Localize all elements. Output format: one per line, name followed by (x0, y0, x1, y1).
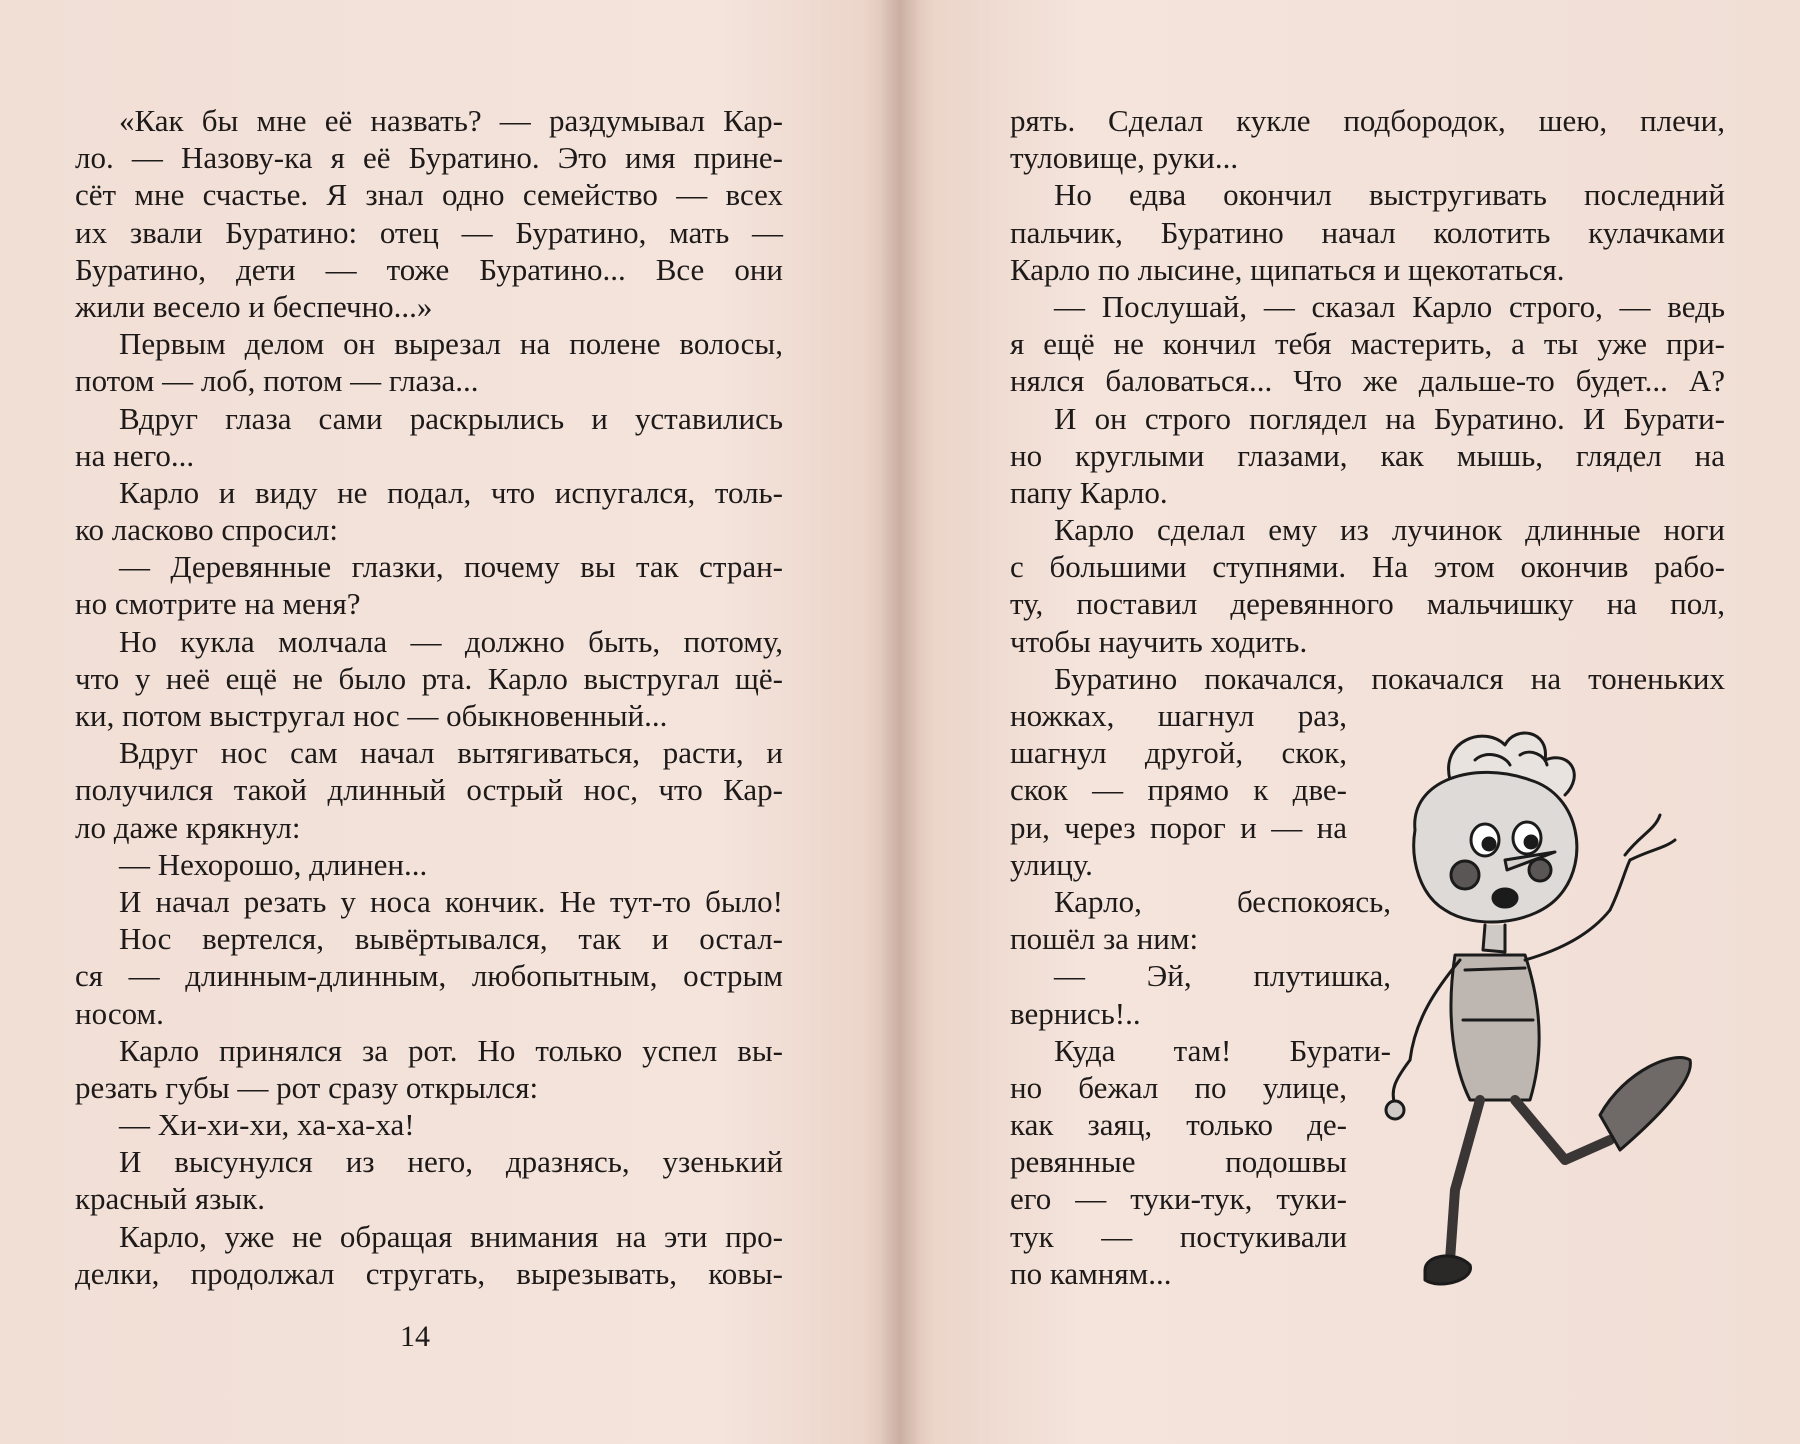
text-line: ло даже крякнул: (75, 809, 301, 845)
text-line: улицу. (1010, 846, 1093, 882)
text-line: — Послушай, — сказал Карло строго, — ведь (1054, 288, 1725, 324)
text-line: Вдруг нос сам начал вытягиваться, расти, и (119, 735, 783, 771)
text-line: туловище, руки... (1010, 140, 1239, 176)
text-line: Первым делом он вырезал на полене волосы, (119, 326, 783, 362)
text-line: Буратино покачался, покачался на тоненьких (1054, 660, 1725, 696)
text-line: резать губы — рот сразу открылся: (75, 1069, 539, 1105)
text-line: я ещё не кончил тебя мастерить, а ты уже при- (1010, 326, 1725, 362)
text-line: ся — длинным-длинным, любопытным, острым (75, 958, 783, 994)
text-line: делки, продолжал стругать, вырезывать, ковы- (75, 1255, 783, 1291)
text-line: Вдруг глаза сами раскрылись и уставились (119, 400, 783, 436)
text-line: папу Карло. (1010, 474, 1168, 510)
text-line: по камням... (1010, 1255, 1172, 1291)
text-line: жили весело и беспечно...» (75, 288, 433, 324)
text-line: получился такой длинный острый нос, что Кар- (75, 772, 783, 808)
text-line: их звали Буратино: отец — Буратино, мать — (75, 214, 783, 250)
text-line: И высунулся из него, дразнясь, узенький (119, 1144, 783, 1180)
text-line: с большими ступнями. На этом окончив рабо- (1010, 549, 1725, 585)
text-line: — Деревянные глазки, почему вы так стран- (119, 549, 783, 585)
text-line: Карло, уже не обращая внимания на эти про- (119, 1218, 783, 1254)
text-line: И начал резать у носа кончик. Не тут-то было! (119, 883, 783, 919)
text-line: Но кукла молчала — должно быть, потому, (119, 623, 783, 659)
text-line: сёт мне счастье. Я знал одно семейство — всех (75, 177, 783, 213)
text-line: Карло, беспокоясь, (1054, 883, 1391, 919)
page-number: 14 (400, 1320, 430, 1353)
text-line: Но едва окончил выстругивать последний (1054, 177, 1725, 213)
text-line: как заяц, только де- (1010, 1107, 1347, 1143)
text-line: чтобы научить ходить. (1010, 623, 1308, 659)
text-line: скок — прямо к две- (1010, 772, 1347, 808)
text-line: потом — лоб, потом — глаза... (75, 363, 479, 399)
left-page (0, 0, 890, 1444)
text-line: красный язык. (75, 1181, 265, 1217)
text-line: тук — постукивали (1010, 1218, 1347, 1254)
text-line: его — туки-тук, туки- (1010, 1181, 1347, 1217)
text-line: Карло принялся за рот. Но только успел вы- (119, 1032, 783, 1068)
text-line: ло. — Назову-ка я её Буратино. Это имя прине- (75, 140, 783, 176)
text-line: «Как бы мне её назвать? — раздумывал Кар- (119, 103, 783, 138)
text-line: Карло сделал ему из лучинок длинные ноги (1054, 512, 1725, 548)
text-line: Буратино, дети — тоже Буратино... Все они (75, 251, 783, 287)
text-line: но бежал по улице, (1010, 1069, 1347, 1105)
text-line: носом. (75, 995, 164, 1031)
text-line: ко ласково спросил: (75, 512, 338, 548)
text-line: пошёл за ним: (1010, 921, 1199, 957)
text-line: но смотрите на меня? (75, 586, 361, 622)
text-line: И он строго поглядел на Буратино. И Бурати- (1054, 400, 1725, 436)
text-line: шагнул другой, скок, (1010, 735, 1347, 771)
text-line: ту, поставил деревянного мальчишку на пол, (1010, 586, 1725, 622)
text-line: но круглыми глазами, как мышь, глядел на (1010, 437, 1725, 473)
text-line: вернись!.. (1010, 995, 1141, 1031)
text-line: рять. Сделал кукле подбородок, шею, плечи, (1010, 103, 1725, 138)
text-line: Карло и виду не подал, что испугался, толь- (119, 474, 783, 510)
buratino-illustration (1355, 720, 1715, 1320)
text-line: Нос вертелся, вывёртывался, так и остал- (119, 921, 783, 957)
text-line: ревянные подошвы (1010, 1144, 1347, 1180)
text-line: — Эй, плутишка, (1054, 958, 1391, 994)
text-line: пальчик, Буратино начал колотить кулачками (1010, 214, 1725, 250)
text-line: Куда там! Бурати- (1054, 1032, 1391, 1068)
text-line: ки, потом выстругал нос — обыкновенный... (75, 698, 668, 733)
text-line: — Нехорошо, длинен... (119, 846, 428, 882)
text-line: на него... (75, 437, 195, 473)
text-line: Карло по лысине, щипаться и щекотаться. (1010, 251, 1565, 287)
text-line: — Хи-хи-хи, ха-ха-ха! (119, 1107, 415, 1143)
text-line: нялся баловаться... Что же дальше-то будет... А? (1010, 363, 1725, 399)
left-page-text (75, 102, 783, 1292)
text-line: что у неё ещё не было рта. Карло выстругал щё- (75, 660, 783, 696)
text-line: ножках, шагнул раз, (1010, 698, 1347, 733)
text-line: ри, через порог и — на (1010, 809, 1347, 845)
